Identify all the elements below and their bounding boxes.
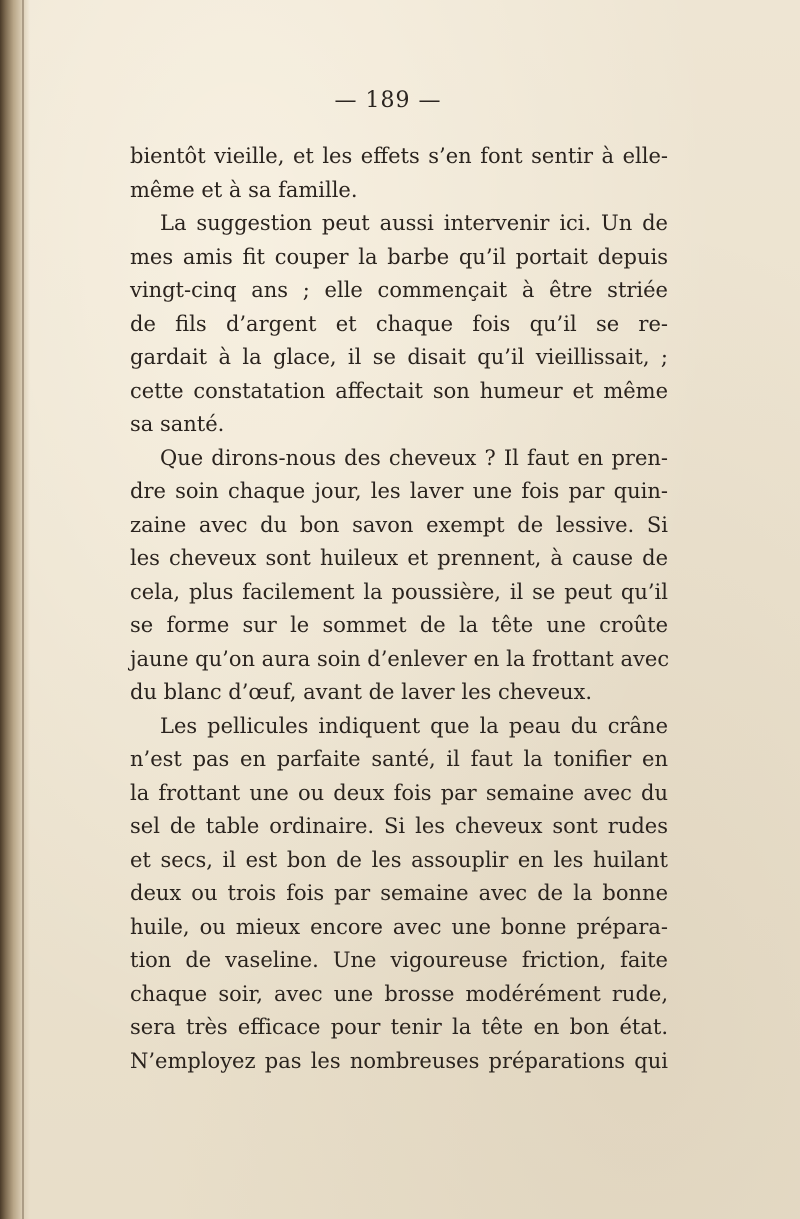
text-line: jaune qu’on aura soin d’enlever en la frottant avec bbox=[130, 646, 670, 671]
paragraph bbox=[130, 140, 668, 207]
text-line: Les pellicules indiquent que la peau du crâne bbox=[160, 713, 668, 738]
text-line: vingt-cinq ans ; elle commençait à être striée bbox=[130, 278, 668, 302]
text-line: les cheveux sont huileux et prennent, à cause de bbox=[130, 546, 668, 570]
text-line: cette constatation affectait son humeur et même bbox=[130, 378, 668, 403]
paragraph bbox=[130, 710, 668, 1079]
text-line: sera très efficace pour tenir la tête en bon état. bbox=[130, 1015, 668, 1039]
text-line: bientôt vieille, et les effets s’en font sentir à elle- bbox=[130, 144, 668, 168]
text-line: cela, plus facilement la poussière, il se peut qu’il bbox=[130, 579, 668, 604]
paragraph bbox=[130, 442, 668, 710]
text-line: du blanc d’œuf, avant de laver les cheveux. bbox=[130, 680, 593, 704]
text-line: sel de table ordinaire. Si les cheveux sont rudes bbox=[130, 814, 668, 838]
text-line: Que dirons-nous des cheveux ? Il faut en pren- bbox=[160, 445, 668, 470]
book-spine-shadow bbox=[0, 0, 30, 1219]
text-line: et secs, il est bon de les assouplir en les huilant bbox=[130, 847, 668, 872]
text-line: chaque soir, avec une brosse modérément rude, bbox=[130, 981, 668, 1006]
paragraph bbox=[130, 207, 668, 442]
text-line: la frottant une ou deux fois par semaine avec du bbox=[130, 780, 668, 805]
text-line: sa santé. bbox=[130, 412, 225, 436]
page-number: — 189 — bbox=[334, 88, 442, 113]
text-line: mes amis fit couper la barbe qu’il portait depuis bbox=[130, 244, 668, 269]
text-line: zaine avec du bon savon exempt de lessive. Si bbox=[130, 512, 668, 537]
text-line: de fils d’argent et chaque fois qu’il se re- bbox=[130, 311, 668, 336]
body-text bbox=[130, 140, 668, 1078]
text-line: tion de vaseline. Une vigoureuse friction, faite bbox=[130, 948, 668, 972]
book-spine-edge bbox=[22, 0, 24, 1219]
text-line: n’est pas en parfaite santé, il faut la tonifier en bbox=[130, 747, 668, 771]
text-line: même et à sa famille. bbox=[130, 177, 358, 202]
text-line: se forme sur le sommet de la tête une croûte bbox=[130, 613, 668, 637]
text-line: La suggestion peut aussi intervenir ici. Un de bbox=[160, 211, 668, 235]
text-line: gardait à la glace, il se disait qu’il vieillissait, ; bbox=[130, 345, 668, 369]
text-line: deux ou trois fois par semaine avec de la bonne bbox=[130, 881, 668, 905]
text-line: dre soin chaque jour, les laver une fois par quin- bbox=[130, 479, 668, 503]
text-line: huile, ou mieux encore avec une bonne prépara- bbox=[130, 914, 668, 939]
text-line: N’employez pas les nombreuses préparations qui bbox=[130, 1048, 668, 1073]
